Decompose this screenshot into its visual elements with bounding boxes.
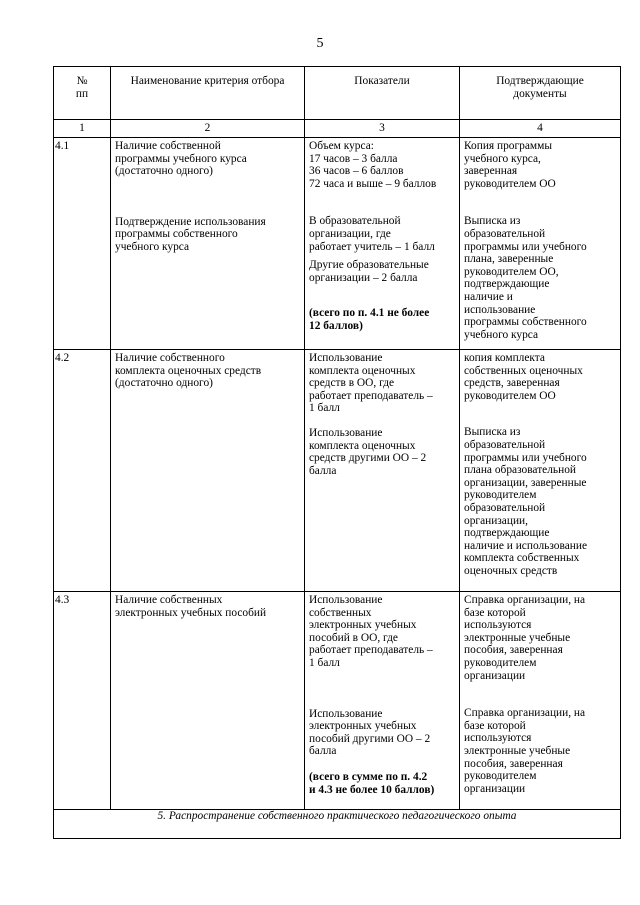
indicator-text: Объем курса: 17 часов – 3 балла 36 часов – 6 баллов 72 часа и выше – 9 баллов <box>309 140 437 190</box>
table-row-4-2 <box>54 350 621 592</box>
header-no: № пп <box>54 67 111 120</box>
col-number-1: 1 <box>54 120 111 138</box>
row-number: 4.2 <box>54 350 111 592</box>
column-number-row <box>54 120 621 138</box>
header-docs: Подтверждающие документы <box>460 67 621 120</box>
header-name: Наименование критерия отбора <box>111 67 305 120</box>
documents-cell <box>460 138 621 350</box>
document-text: Выписка из образовательной программы или учебного плана, заверенные руководителем ОО, подтверждающие наличие и использование программы собственного учебного курса <box>464 215 587 341</box>
document-text: Копия программы учебного курса, заверенная руководителем ОО <box>464 140 556 190</box>
document-text: Справка организации, на базе которой используются электронные учебные пособия, заверенная руководителем организации <box>464 707 586 795</box>
indicator-total: (всего по п. 4.1 не более 12 баллов) <box>309 307 430 332</box>
criterion-cell <box>111 350 305 592</box>
indicators-cell <box>305 592 460 810</box>
indicator-text: Другие образовательные организации – 2 балла <box>309 259 429 284</box>
indicators-cell <box>305 350 460 592</box>
indicator-text: В образовательной организации, где работает учитель – 1 балл <box>309 215 435 253</box>
document-text: копия комплекта собственных оценочных средств, заверенная руководителем ОО <box>464 352 583 402</box>
table-row-4-3 <box>54 592 621 810</box>
criterion-text: Наличие собственных электронных учебных пособий <box>115 594 267 619</box>
header-indicators: Показатели <box>305 67 460 120</box>
section-5-title: 5. Распространение собственного практического педагогического опыта <box>54 810 621 839</box>
criterion-cell <box>111 592 305 810</box>
indicator-text: Использование комплекта оценочных средств в ОО, где работает преподаватель – 1 балл <box>309 352 433 415</box>
criterion-cell <box>111 138 305 350</box>
header-row <box>54 67 621 120</box>
row-number: 4.1 <box>54 138 111 350</box>
page-number: 5 <box>316 36 324 51</box>
criterion-text: Наличие собственного комплекта оценочных средств (достаточно одного) <box>115 352 262 390</box>
indicators-cell <box>305 138 460 350</box>
document-text: Справка организации, на базе которой используются электронные учебные пособия, заверенная руководителем организации <box>464 594 586 682</box>
indicator-total: (всего в сумме по п. 4.2 и 4.3 не более 10 баллов) <box>309 770 435 796</box>
criterion-text: Подтверждение использования программы собственного учебного курса <box>115 215 266 253</box>
section-row <box>54 810 621 839</box>
table-row-4-1 <box>54 138 621 350</box>
row-number: 4.3 <box>54 592 111 810</box>
criterion-text: Наличие собственной программы учебного курса (достаточно одного) <box>115 140 247 178</box>
indicator-text: Использование электронных учебных пособий другими ОО – 2 балла <box>309 707 431 758</box>
criteria-table <box>53 66 621 839</box>
col-number-3: 3 <box>305 120 460 138</box>
col-number-4: 4 <box>460 120 621 138</box>
indicator-text: Использование комплекта оценочных средств другими ОО – 2 балла <box>309 426 427 477</box>
documents-cell <box>460 592 621 810</box>
indicator-text: Использование собственных электронных учебных пособий в ОО, где работает преподаватель – 1 балл <box>309 594 433 669</box>
document-text: Выписка из образовательной программы или учебного плана образовательной организации, заверенные руководителем образовательной организации, подтверждающие наличие и использование комплекта собственных оценочных средств <box>464 426 588 577</box>
documents-cell <box>460 350 621 592</box>
col-number-2: 2 <box>111 120 305 138</box>
